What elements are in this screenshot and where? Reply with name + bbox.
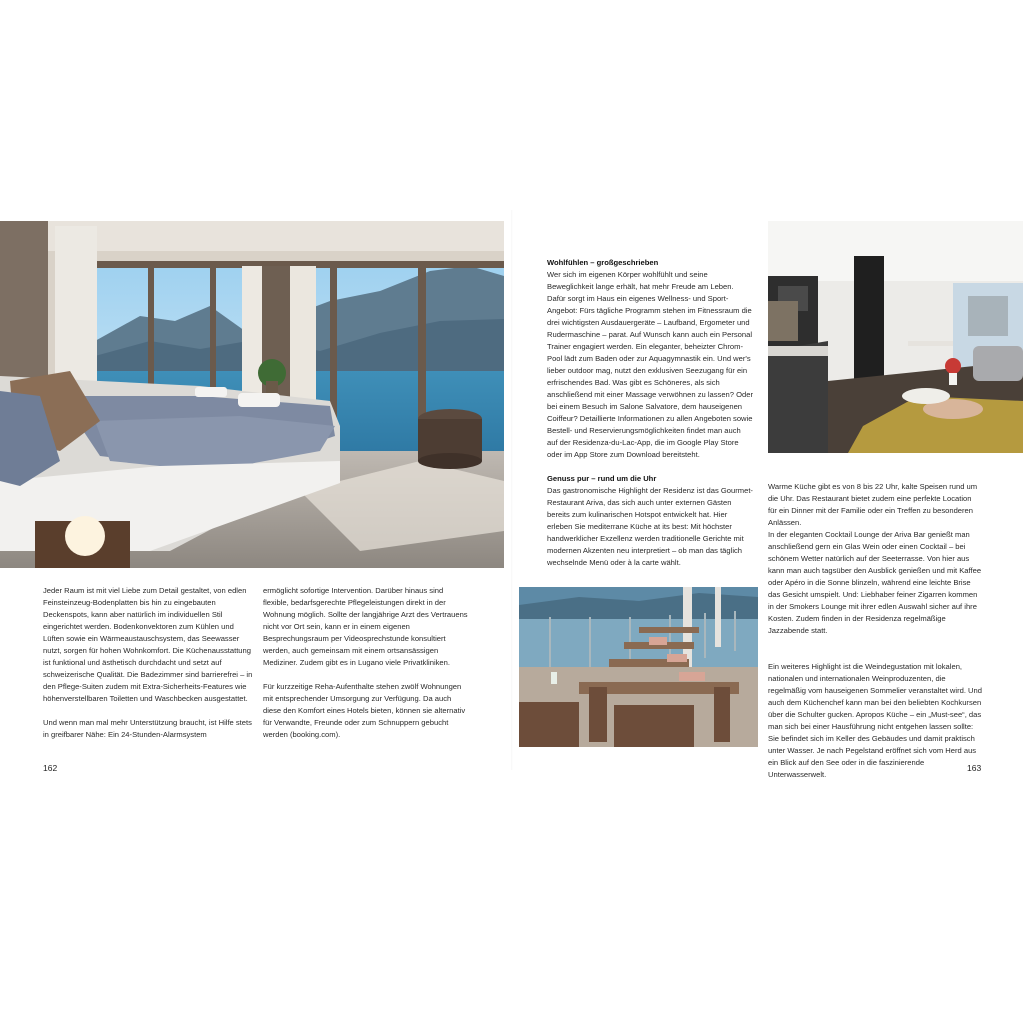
section-text-wellness: Wer sich im eigenen Körper wohlfühlt und seine Beweglichkeit lange erhält, hat mehr Freude am Leben. Dafür sorgt im Haus ein eigenes Wellness- und Sport-Angebot: Fürs tägliche Programm stehen im Fitnessraum die drei wichtigsten Ausdauergeräte – Laufband, Ergometer und Rudermaschine – parat. Auf Wunsch kann auch ein Personal Trainer engagiert werden. Ein eleganter, beheizter Chrom-Pool lädt zum Baden oder zur Aquagymnastik ein. Und wer's lieber outdoor mag, nutzt den exklusiven Seezugang für ein erfrischendes Bad. Was gibt es Schöneres, als sich anschließend mit einer Massage verwöhnen zu lassen? Oder bei einem Besuch im Salone Salvatore, dem hauseigenen Coiffeur? Detaillierte Informationen zu allen Angeboten sowie Bestell- und Reservierungsmöglichkeiten findet man auch auf der Residenza-du-Lac-App, die im Google Play Store oder im App Store zum Download bereitsteht. xyxy=(547,270,753,459)
left-text-column-1 xyxy=(43,585,253,741)
page-number-left: 162 xyxy=(43,763,58,773)
section-heading-genuss: Genuss pur – rund um die Uhr xyxy=(547,474,657,483)
left-col2-paragraph-1: ermöglicht sofortige Intervention. Darüber hinaus sind flexible, bedarfsgerechte Pflegeleistungen direkt in der Wohnung möglich. Sollte der langjährige Arzt des Vertrauens nicht vor Ort sein, kann er in einem eigenen Besprechungsraum per Videosprechstunde konsultiert werden, auch gemeinsam mit einem ortsansässigen Mediziner. Zudem gibt es in Lugano viele Privatkliniken. xyxy=(263,586,468,667)
page-gutter xyxy=(511,210,513,770)
left-col1-paragraph-1: Jeder Raum ist mit viel Liebe zum Detail gestaltet, von edlen Feinsteinzeug-Bodenplatten bis hin zu eingebauten Deckenspots, kann aber natürlich im individuellen Stil eingerichtet werden. Bodenkonvektoren zum Kühlen und Lüften sowie ein Wärmeaustauschsystem, das Seewasser nutzt, sorgen für hohen Wohnkomfort. Die Küchenausstattung ist funktional und ästhetisch durchdacht und setzt auf schweizerische Qualität. Die Badezimmer sind barrierefrei – in den Pflege-Suiten zudem mit Extra-Sicherheits-Features wie höhenverstellbaren Toiletten und Waschbecken ausgestattet. xyxy=(43,586,253,703)
section-heading-wellness: Wohlfühlen – großgeschrieben xyxy=(547,258,659,267)
page-number-right: 163 xyxy=(967,763,982,773)
left-text-column-2 xyxy=(263,585,468,741)
section-text-genuss: Das gastronomische Highlight der Residenz ist das Gourmet-Restaurant Ariva, das sich auch unter externen Gästen bereits zum kulinarischen Hotspot entwickelt hat. Hier erleben Sie mediterrane Küche at its best: Mit höchster handwerklicher Exzellenz werden traditionelle Gerichte mit modernen Akzenten neu interpretiert – ob man das täglich wechselnde Menü oder à la carte wählt. xyxy=(547,486,753,567)
right-text-column-2 xyxy=(768,469,982,793)
left-col1-paragraph-2: Und wenn man mal mehr Unterstützung braucht, ist Hilfe stets in greifbarer Nähe: Ein 24-Stunden-Alarmsystem xyxy=(43,718,252,739)
right-col2-paragraph-1: Warme Küche gibt es von 8 bis 22 Uhr, kalte Speisen rund um die Uhr. Das Restaurant bietet zudem eine perfekte Location für ein Dinner mit der Familie oder ein Treffen zu besonderen Anlässen. In der eleganten Cocktail Lounge der Ariva Bar genießt man anschließend gern ein Glas Wein oder einen Cocktail – bei schönem Wetter natürlich auf der Seeterrasse. Von hier aus kann man auch tagsüber den Ausblick genießen und mit Kaffee oder Apéro in die Sonne blinzeln, während eine leichte Brise das Gesicht umspielt. Und: Liebhaber feiner Zigarren kommen in der Smokers Lounge mit ihrer edlen Auswahl sicher auf ihre Kosten. Zudem finden in der Residenza regelmäßige Jazzabende statt. xyxy=(768,482,982,635)
bedroom-photo xyxy=(0,221,504,568)
apartment-photo xyxy=(768,221,1023,453)
right-text-column-1 xyxy=(547,257,753,569)
left-col2-paragraph-2: Für kurzzeitige Reha-Aufenthalte stehen zwölf Wohnungen mit entsprechender Umsorgung zur Verfügung. Da auch diese den Komfort eines Hotels bieten, können sie alternativ für Verwandte, Freunde oder zum Schnuppern gebucht werden (booking.com). xyxy=(263,682,466,739)
terrace-photo xyxy=(519,587,758,747)
right-col2-paragraph-2: Ein weiteres Highlight ist die Weindegustation mit lokalen, nationalen und internationalen Weinproduzenten, die regelmäßig vom hauseigenen Sommelier veranstaltet wird. Und auch dem Küchenchef kann man bei den beliebten Kochkursen über die Schulter gucken. Apropos Küche – ein „Must-see“, das man sich bei einer Hausführung nicht entgehen lassen sollte: Sie befindet sich im Keller des Gebäudes und damit praktisch unter Wasser. Je nach Pegelstand eröffnet sich vom Herd aus ein Blick auf den See oder in die faszinierende Unterwasserwelt. xyxy=(768,662,982,779)
